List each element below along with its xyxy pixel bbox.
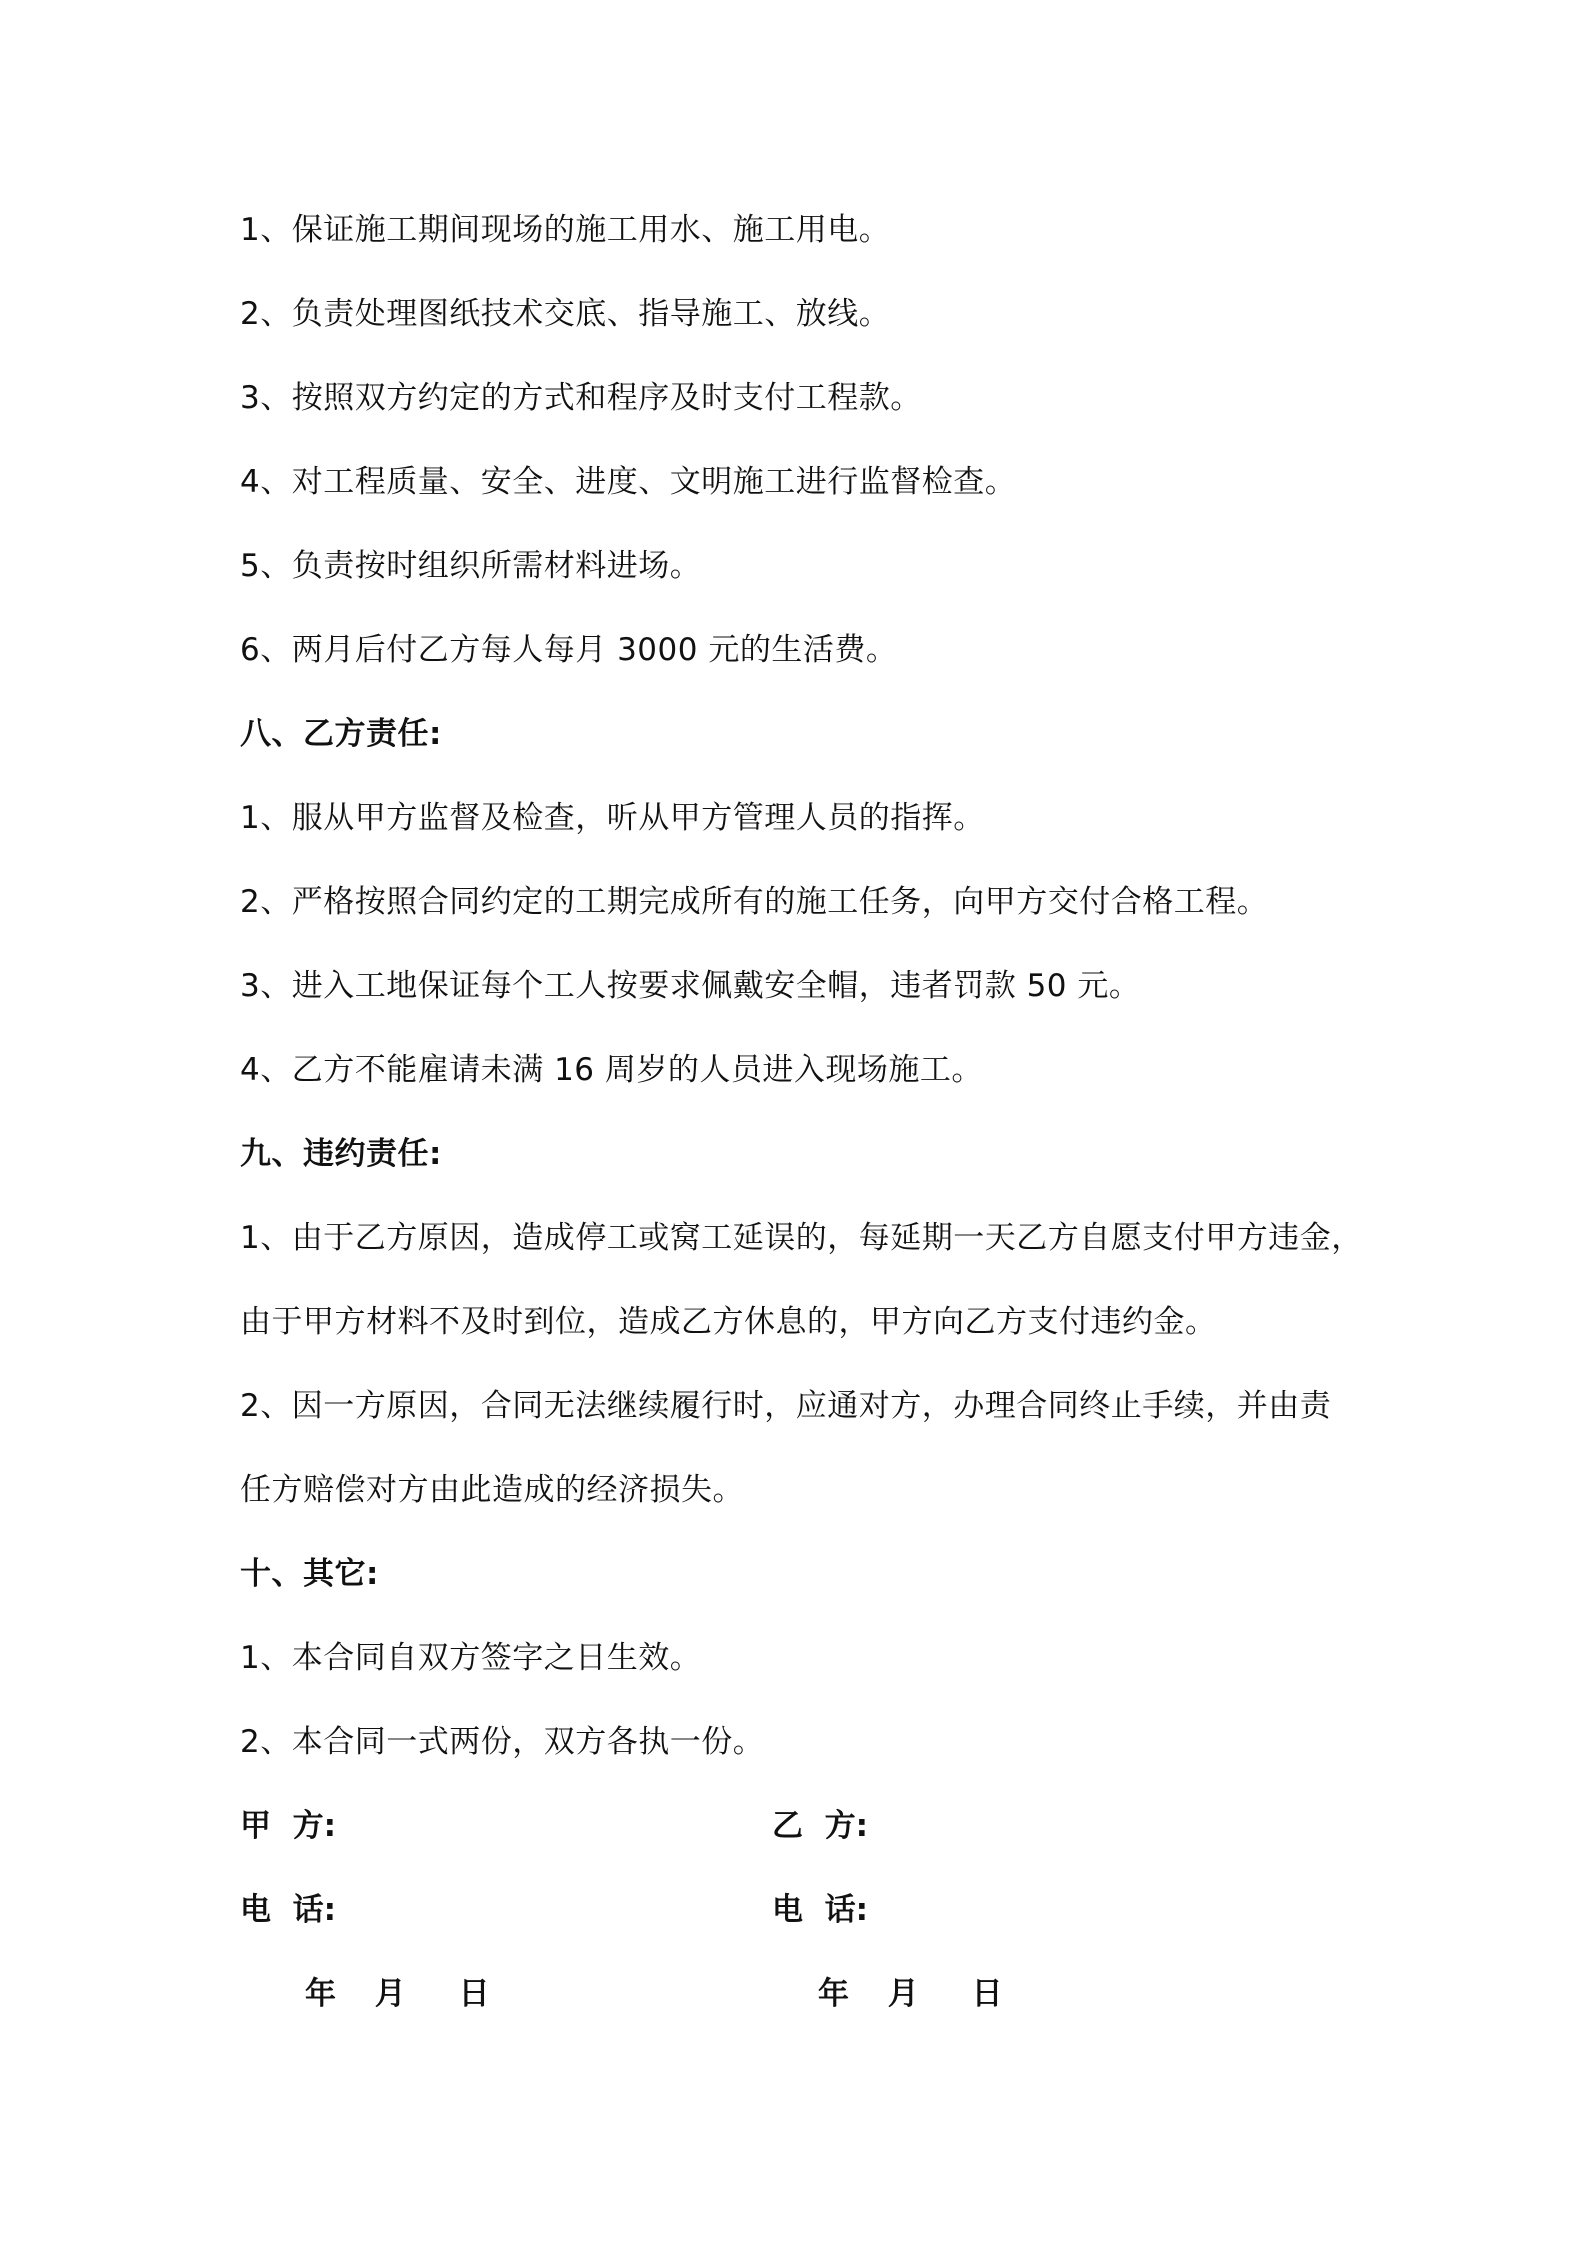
party-a-duty-6: 6、两月后付乙方每人每月 3000 元的生活费。 [240,632,898,668]
other-item-2: 2、本合同一式两份，双方各执一份。 [240,1724,765,1760]
party-a-date-day: 日 [458,1976,490,2012]
breach-item-2-line-1: 2、因一方原因，合同无法继续履行时，应通对方，办理合同终止手续，并由责 [240,1388,1332,1424]
party-b-duty-3: 3、进入工地保证每个工人按要求佩戴安全帽，违者罚款 50 元。 [240,968,1141,1004]
breach-item-1-line-2: 由于甲方材料不及时到位，造成乙方休息的，甲方向乙方支付违约金。 [240,1304,1217,1340]
party-a-signature-label: 甲 方: [240,1808,336,1844]
party-b-duty-2: 2、严格按照合同约定的工期完成所有的施工任务，向甲方交付合格工程。 [240,884,1269,920]
other-item-1: 1、本合同自双方签字之日生效。 [240,1640,702,1676]
party-b-phone-label: 电 话: [772,1892,868,1928]
party-b-heading: 八、乙方责任: [240,716,442,752]
party-b-date-day: 日 [971,1976,1003,2012]
breach-heading: 九、违约责任: [240,1136,442,1172]
party-a-duty-4: 4、对工程质量、安全、进度、文明施工进行监督检查。 [240,464,1017,500]
party-b-duty-1: 1、服从甲方监督及检查，听从甲方管理人员的指挥。 [240,800,985,836]
party-b-duty-4: 4、乙方不能雇请未满 16 周岁的人员进入现场施工。 [240,1052,983,1088]
party-b-date [818,1974,1003,2014]
party-a-duty-1: 1、保证施工期间现场的施工用水、施工用电。 [240,212,891,248]
party-b-date-year: 年 [818,1976,849,2012]
party-a-duty-5: 5、负责按时组织所需材料进场。 [240,548,702,584]
party-b-date-month: 月 [887,1976,919,2012]
party-a-phone-label: 电 话: [240,1892,336,1928]
party-a-date-month: 月 [374,1976,406,2012]
party-b-signature-label: 乙 方: [772,1808,868,1844]
party-a-date-year: 年 [305,1976,336,2012]
other-heading: 十、其它: [240,1556,379,1592]
party-a-duty-2: 2、负责处理图纸技术交底、指导施工、放线。 [240,296,891,332]
party-a-date [305,1974,490,2014]
breach-item-2-line-2: 任方赔偿对方由此造成的经济损失。 [240,1472,744,1508]
breach-item-1-line-1: 1、由于乙方原因，造成停工或窝工延误的，每延期一天乙方自愿支付甲方违金， [240,1220,1363,1256]
party-a-duty-3: 3、按照双方约定的方式和程序及时支付工程款。 [240,380,922,416]
